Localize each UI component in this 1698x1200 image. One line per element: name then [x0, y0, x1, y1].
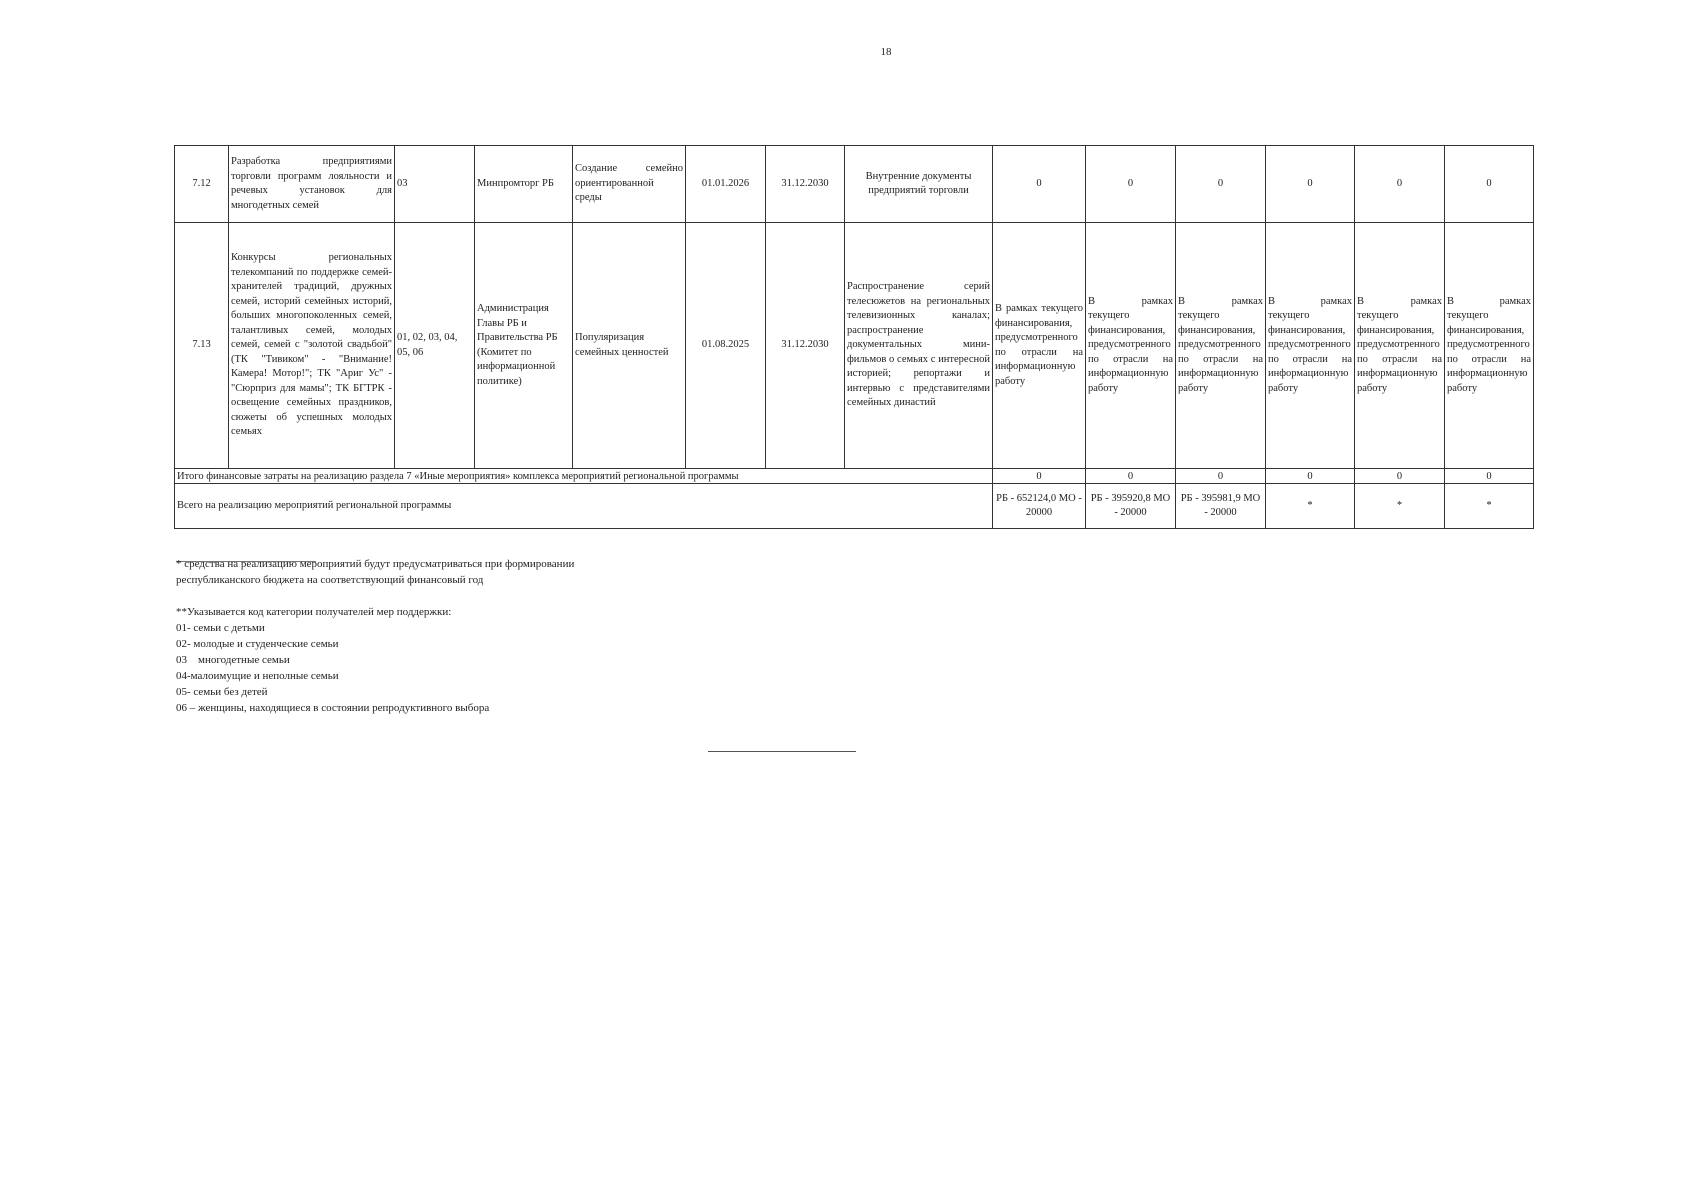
footnote-star-line: * средства на реализацию мероприятий будут предусматриваться при формировании — [176, 558, 575, 570]
end-date: 31.12.2030 — [766, 146, 845, 223]
executor: Минпромторг РБ — [475, 146, 573, 223]
program-total-value: * — [1445, 484, 1534, 529]
financing-value: В рамках текущего финансирования, предусмотренного по отрасли на информационную работу — [1445, 223, 1534, 469]
financing-value: В рамках текущего финансирования, предусмотренного по отрасли на информационную работу — [1176, 223, 1266, 469]
total-value: 0 — [1355, 469, 1445, 484]
program-total-value: РБ - 652124,0 МО - 20000 — [993, 484, 1086, 529]
table-row — [175, 146, 1534, 223]
program-total-value: РБ - 395981,9 МО - 20000 — [1176, 484, 1266, 529]
footnote-code-item: 03 многодетные семьи — [176, 654, 290, 666]
financing-value: 0 — [1176, 146, 1266, 223]
financing-value: 0 — [1445, 146, 1534, 223]
financing-value: В рамках текущего финансирования, предусмотренного по отрасли на информационную работу — [993, 223, 1086, 469]
total-value: 0 — [1445, 469, 1534, 484]
program-total-value: РБ - 395920,8 МО - 20000 — [1086, 484, 1176, 529]
measure-goal: Популяризация семейных ценностей — [573, 223, 686, 469]
expected-result: Внутренние документы предприятий торговли — [845, 146, 993, 223]
row-number: 7.12 — [175, 146, 229, 223]
measure-name: Конкурсы региональных телекомпаний по поддержке семей-хранителей традиций, дружных семей, историй семейных историй, больших многопоколенных семей, талантливых семей, молодых семей, семей с "золотой свадьбой" (ТК "Тивиком" - "Внимание! Камера! Мотор!"; ТК "Ариг Ус" - "Сюрприз для мамы"; ТК БГТРК - освещение семейных праздников, сюжеты об успешных молодых семьях — [229, 223, 395, 469]
program-total-row — [175, 484, 1534, 529]
total-value: 0 — [1266, 469, 1355, 484]
footnote-code-item: 02- молодые и студенческие семьи — [176, 638, 339, 650]
total-value: 0 — [1086, 469, 1176, 484]
recipient-categories: 03 — [395, 146, 475, 223]
total-value: 0 — [1176, 469, 1266, 484]
financing-value: В рамках текущего финансирования, предусмотренного по отрасли на информационную работу — [1266, 223, 1355, 469]
start-date: 01.08.2025 — [686, 223, 766, 469]
footnotes — [176, 556, 574, 716]
measure-goal: Создание семейно ориентированной среды — [573, 146, 686, 223]
financing-value: 0 — [993, 146, 1086, 223]
program-total-value: * — [1266, 484, 1355, 529]
expected-result: Распространение серий телесюжетов на региональных телевизионных каналах; распространение документальных мини-фильмов о семьях с интересной историей; репортажи и интервью с представителями семейных династий — [845, 223, 993, 469]
total-value: 0 — [993, 469, 1086, 484]
financing-value: 0 — [1266, 146, 1355, 223]
program-measures-table — [174, 145, 1534, 529]
start-date: 01.01.2026 — [686, 146, 766, 223]
program-total-value: * — [1355, 484, 1445, 529]
footnote-star-line: республиканского бюджета на соответствующий финансовый год — [176, 574, 484, 586]
table-row — [175, 223, 1534, 469]
financing-value: В рамках текущего финансирования, предусмотренного по отрасли на информационную работу — [1355, 223, 1445, 469]
footnote-codes-title: **Указывается код категории получателей мер поддержки: — [176, 606, 452, 618]
footnote-code-item: 06 – женщины, находящиеся в состоянии репродуктивного выбора — [176, 702, 490, 714]
section-total-row — [175, 469, 1534, 484]
page-number: 18 — [880, 46, 892, 58]
recipient-categories: 01, 02, 03, 04, 05, 06 — [395, 223, 475, 469]
footnote-code-item: 01- семьи с детьми — [176, 622, 265, 634]
executor: Администрация Главы РБ и Правительства РБ (Комитет по информационной политике) — [475, 223, 573, 469]
financing-value: 0 — [1086, 146, 1176, 223]
end-of-document-rule — [708, 751, 856, 752]
financing-value: В рамках текущего финансирования, предусмотренного по отрасли на информационную работу — [1086, 223, 1176, 469]
row-number: 7.13 — [175, 223, 229, 469]
financing-value: 0 — [1355, 146, 1445, 223]
footnote-code-item: 04-малоимущие и неполные семьи — [176, 670, 339, 682]
end-date: 31.12.2030 — [766, 223, 845, 469]
measure-name: Разработка предприятиями торговли программ лояльности и речевых установок для многодетных семей — [229, 146, 395, 223]
footnote-code-item: 05- семьи без детей — [176, 686, 268, 698]
program-total-label: Всего на реализацию мероприятий региональной программы — [175, 484, 993, 529]
section-total-label: Итого финансовые затраты на реализацию раздела 7 «Иные мероприятия» комплекса мероприятий региональной программы — [175, 469, 993, 484]
